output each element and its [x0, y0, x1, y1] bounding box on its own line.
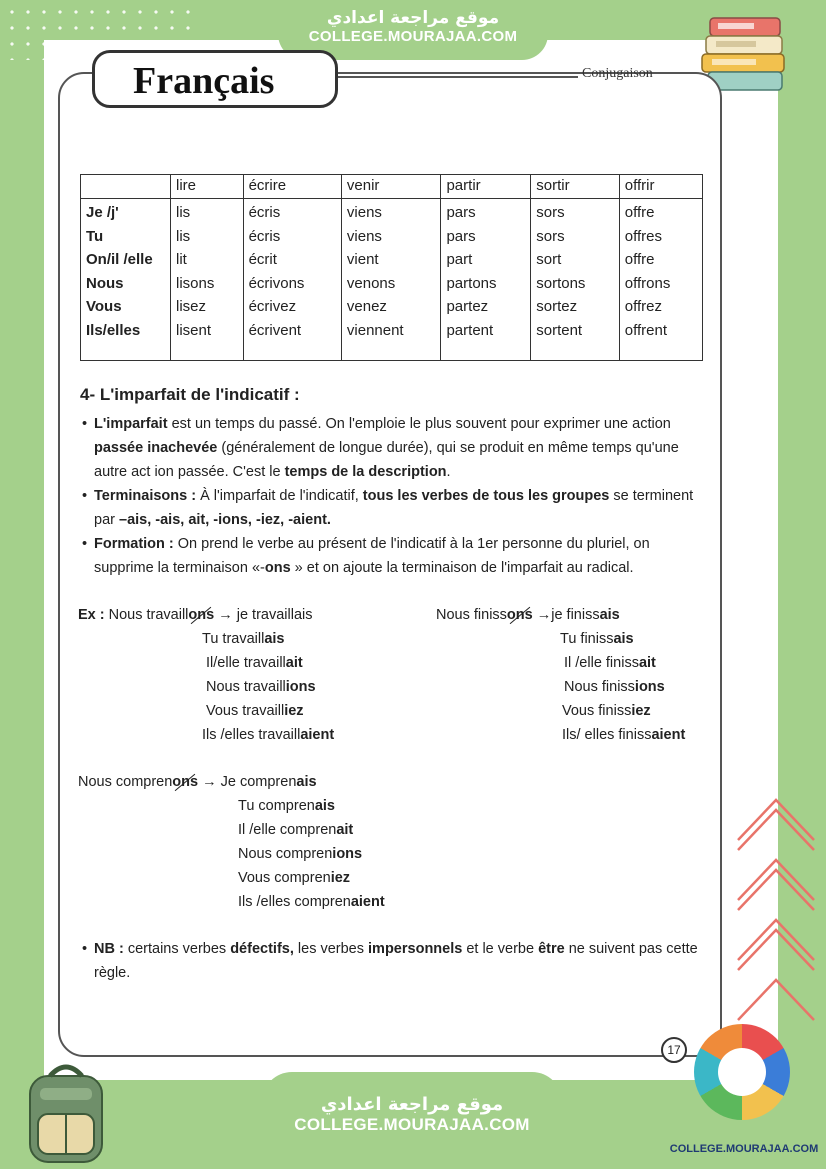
pronoun: Je /j'	[86, 204, 119, 221]
text: se terminent par	[94, 488, 694, 528]
text: (généralement de longue durée), qui se produit en même temps qu'une autre act ion passée. C'est le	[94, 440, 679, 480]
pronoun: Tu	[86, 227, 104, 245]
conjugated-form: part	[446, 251, 473, 268]
example-line	[238, 818, 385, 842]
column-offrir	[619, 199, 702, 361]
bold-text: être	[538, 941, 565, 957]
example-line	[560, 675, 685, 699]
bold-text: tous les verbes de tous les groupes	[362, 488, 610, 504]
column-partir	[441, 199, 531, 361]
bullet-text	[82, 532, 704, 580]
text: ne suivent pas cette règle.	[94, 941, 698, 981]
conjugated-form: viennent	[346, 321, 404, 339]
conjugated-form: offrons	[624, 274, 671, 292]
bold-text: passée inachevée	[94, 440, 218, 456]
school-logo-icon	[694, 1024, 790, 1120]
bullet-definition	[82, 412, 704, 484]
bold-text: ais	[296, 774, 317, 790]
conjugated-form: offre	[624, 251, 655, 268]
example-line	[560, 723, 685, 747]
pronoun: Ils/elles	[86, 321, 141, 339]
example-line	[560, 627, 685, 651]
bold-text: aient	[300, 727, 335, 743]
bullet-dot: •	[82, 536, 88, 552]
bold-text: ions	[634, 679, 665, 695]
bold-text: ions	[332, 846, 363, 862]
bold-text: ait	[285, 655, 303, 671]
text: Ils/ elles finiss	[562, 727, 652, 743]
example-line	[560, 651, 685, 675]
example-line	[238, 890, 385, 914]
conjugated-form: partent	[446, 321, 494, 339]
pronoun: Vous	[86, 298, 122, 315]
pronoun-column	[81, 199, 171, 361]
conjugated-form: offrez	[624, 298, 662, 315]
table-header-partir: partir	[441, 175, 531, 199]
bold-text: L'imparfait	[94, 416, 168, 432]
bold-text: ais	[264, 631, 285, 647]
conjugated-form: sortez	[536, 298, 578, 315]
example-finir-head	[436, 603, 620, 627]
header-site-link[interactable]: COLLEGE.MOURAJAA.COM	[308, 28, 518, 45]
page-title: Français	[133, 60, 275, 102]
bold-text: iez	[330, 870, 351, 886]
conjugated-form: offre	[624, 204, 655, 221]
bold-text: ait	[638, 655, 656, 671]
example-line	[202, 723, 334, 747]
bold-text: ions	[285, 679, 316, 695]
table-header-venir: venir	[341, 175, 441, 199]
struck-ending	[188, 603, 214, 627]
example-arrow-text: →je finiss	[532, 607, 600, 623]
example-stem: Nous travaill	[108, 607, 189, 623]
conjugated-form: sors	[536, 227, 565, 245]
bold-text: ais	[314, 798, 335, 814]
text: Il /elle compren	[238, 822, 337, 838]
struck-ending	[172, 770, 198, 794]
conjugated-form: écrivons	[248, 274, 305, 292]
conjugated-form: lisent	[176, 321, 212, 339]
example-stem: Nous compren	[78, 774, 173, 790]
conjugated-form: écris	[248, 204, 281, 221]
column-ecrire	[243, 199, 341, 361]
example-line	[202, 627, 334, 651]
text: Tu travaill	[202, 631, 265, 647]
conjugated-form: sort	[536, 251, 562, 268]
bold-text: aient	[350, 894, 385, 910]
example-stem: Nous finiss	[436, 607, 507, 623]
conjugated-form: lis	[176, 204, 191, 221]
conjugated-form: viens	[346, 204, 382, 221]
bullet-dot: •	[82, 488, 88, 504]
conjugated-form: viens	[346, 227, 382, 245]
bullet-text	[82, 484, 704, 532]
text: » et on ajoute la terminaison de l'imparfait au radical.	[290, 560, 634, 576]
section-heading: 4- L'imparfait de l'indicatif :	[80, 385, 300, 404]
header-rule	[338, 76, 578, 78]
table-header-offrir: offrir	[619, 175, 702, 199]
bold-text: iez	[284, 703, 304, 719]
example-arrow-text: → je travaillais	[214, 607, 313, 623]
conjugated-form: partez	[446, 298, 489, 315]
title-box	[92, 50, 338, 108]
text: Vous travaill	[206, 703, 285, 719]
struck-ending	[507, 603, 533, 627]
conjugated-form: vient	[346, 251, 379, 268]
table-row	[81, 199, 703, 361]
pronoun: Nous	[86, 274, 124, 292]
section-label: Conjugaison	[582, 66, 653, 81]
bold-text: iez	[631, 703, 651, 719]
bullet-dot: •	[82, 941, 88, 957]
conjugated-form: pars	[446, 227, 476, 245]
conjugated-form: venons	[346, 274, 396, 292]
example-arrow-text: → Je compren	[198, 774, 297, 790]
text: Vous finiss	[562, 703, 632, 719]
table-header-blank	[81, 175, 171, 199]
bullet-text	[82, 412, 704, 484]
bold-text: ons	[172, 774, 199, 790]
conjugated-form: venez	[346, 298, 387, 315]
text: est un temps du passé. On l'emploie le plus souvent pour exprimer une action	[167, 416, 671, 432]
bold-text: –ais, -ais, ait, -ions, -iez, -aient.	[119, 512, 331, 528]
text: Vous compren	[238, 870, 331, 886]
bullet-dot: •	[82, 416, 88, 432]
text: les verbes	[293, 941, 369, 957]
bullet-formation	[82, 532, 704, 580]
text: certains verbes	[123, 941, 231, 957]
bold-text: temps de la description	[284, 464, 447, 480]
bullet-text	[82, 937, 704, 985]
conjugated-form: partons	[446, 274, 497, 292]
example-comprendre-head	[78, 770, 317, 794]
bold-text: défectifs,	[230, 941, 294, 957]
example-line	[238, 866, 385, 890]
bullet-terminaisons	[82, 484, 704, 532]
bold-text: Terminaisons :	[94, 488, 197, 504]
conjugated-form: offres	[624, 227, 662, 245]
conjugated-form: lit	[176, 251, 187, 268]
green-frame-left	[0, 0, 44, 1169]
bold-text: Formation :	[94, 536, 174, 552]
example-label: Ex :	[78, 607, 105, 623]
bold-text: ons	[264, 560, 291, 576]
example-line	[202, 651, 334, 675]
text: Nous travaill	[206, 679, 286, 695]
table-header-ecrire: écrire	[243, 175, 341, 199]
bold-text: ais	[613, 631, 634, 647]
conjugated-form: écrivent	[248, 321, 302, 339]
bold-text: aient	[651, 727, 686, 743]
conjugated-form: sortent	[536, 321, 583, 339]
text: Ils /elles travaill	[202, 727, 301, 743]
pronoun: On/il /elle	[86, 251, 153, 268]
column-lire	[171, 199, 244, 361]
backpack-icon	[10, 1058, 120, 1166]
text: Ils /elles compren	[238, 894, 351, 910]
text: .	[446, 464, 451, 480]
example-finir-lines	[560, 627, 685, 747]
footer-arabic-title: موقع مراجعة اعدادي	[320, 1094, 504, 1115]
text: Il /elle finiss	[564, 655, 639, 671]
example-line	[202, 699, 334, 723]
conjugated-form: lis	[176, 227, 191, 245]
footer-banner	[262, 1072, 562, 1169]
example-comprendre-lines	[238, 794, 385, 914]
text: Tu compren	[238, 798, 315, 814]
column-sortir	[531, 199, 620, 361]
conjugated-form: offrent	[624, 321, 668, 339]
example-line	[560, 699, 685, 723]
conjugated-form: écrivez	[248, 298, 297, 315]
example-line	[238, 842, 385, 866]
text: Nous compren	[238, 846, 333, 862]
table-header-sortir: sortir	[531, 175, 620, 199]
text: Il/elle travaill	[206, 655, 286, 671]
page-number: 17	[661, 1037, 687, 1063]
conjugation-table	[80, 174, 703, 361]
badge-site-link[interactable]: COLLEGE.MOURAJAA.COM	[669, 1143, 819, 1155]
conjugated-form: écrit	[248, 251, 277, 268]
example-line	[202, 675, 334, 699]
bold-text: ons	[506, 607, 533, 623]
conjugated-form: sortons	[536, 274, 586, 292]
bold-text: impersonnels	[368, 941, 463, 957]
bold-text: NB :	[94, 941, 124, 957]
example-travailler-head	[78, 603, 313, 627]
text: À l'imparfait de l'indicatif,	[196, 488, 363, 504]
table-header-row	[81, 175, 703, 199]
text: On prend le verbe au présent de l'indicatif à la 1er personne du pluriel, on supprime la terminaison «-	[94, 536, 650, 576]
example-travailler-lines	[202, 627, 334, 747]
table-header-lire: lire	[171, 175, 244, 199]
conjugated-form: lisez	[176, 298, 207, 315]
header-arabic-title: موقع مراجعة اعدادي	[326, 8, 500, 28]
column-venir	[341, 199, 441, 361]
bold-text: ait	[336, 822, 354, 838]
example-line	[238, 794, 385, 818]
text: Nous finiss	[564, 679, 635, 695]
conjugated-form: sors	[536, 204, 565, 221]
footer-site-link[interactable]: COLLEGE.MOURAJAA.COM	[294, 1115, 530, 1134]
bold-text: ons	[188, 607, 215, 623]
text: Tu finiss	[560, 631, 614, 647]
conjugated-form: pars	[446, 204, 476, 221]
conjugated-form: lisons	[176, 274, 215, 292]
bullet-nb	[82, 937, 704, 985]
chevron-up-icon	[728, 792, 824, 1032]
bold-text: ais	[599, 607, 620, 623]
text: et le verbe	[462, 941, 539, 957]
conjugated-form: écris	[248, 227, 281, 245]
